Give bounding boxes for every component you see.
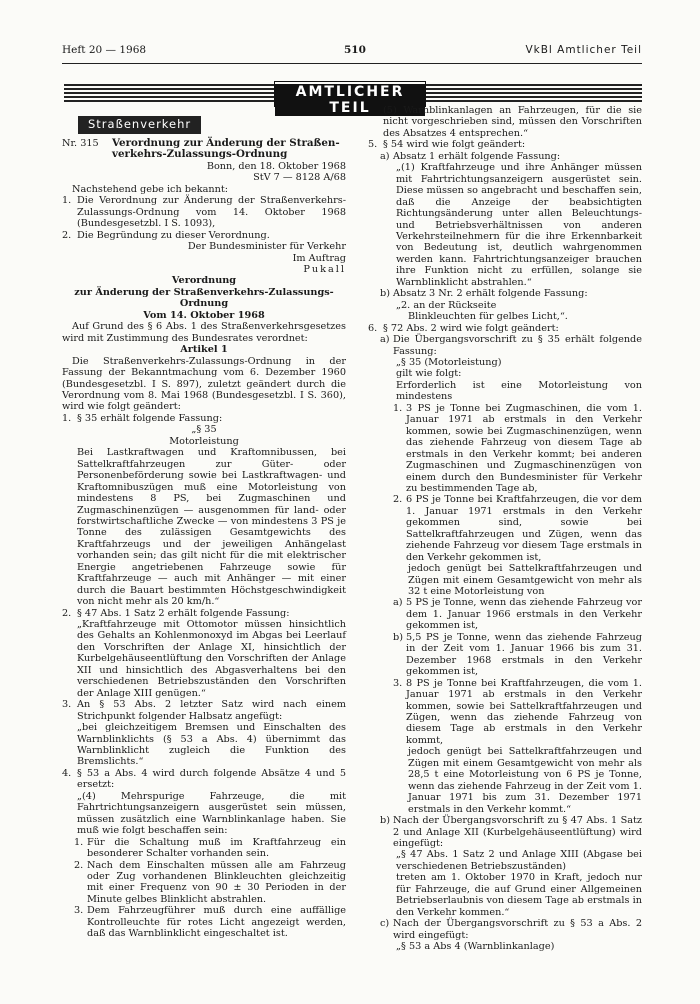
list-item-text: Nach dem Einschalten müssen alle am Fahrzeug oder Zug vorhandenen Blinkleuchten gleichzeitig mit einer Frequenz von 90 ± 30 Perioden in der Minute gelbes Blinklicht abstrahlen. <box>87 859 346 905</box>
list-item-text: Die Verordnung zur Änderung der Straßenverkehrs-Zulassungs-Ordnung vom 14. Oktober 1968 (Bundesgesetzbl. I S. 1093), <box>77 195 346 230</box>
decree-title: Verordnung zur Änderung der Straßen-verkehrs-Zulassungs-Ordnung <box>112 137 340 161</box>
paragraph: „§ 53 a Abs 4 (Warnblinkanlage) <box>396 941 555 953</box>
right-aligned-line: StV 7 — 8128 A/68 <box>253 172 346 184</box>
list-marker: 4. <box>62 767 72 779</box>
list-item <box>62 195 346 229</box>
right-aligned-line: Im Auftrag <box>292 252 346 264</box>
list-item-text: Dem Fahrzeugführer muß durch eine auffällige Kontrolleuchte für rotes Licht angezeigt werden, daß das Warnblinklicht eingeschaltet ist. <box>87 905 346 940</box>
running-header <box>62 44 642 60</box>
header-rule <box>62 63 642 64</box>
centered-heading: Motorleistung <box>169 435 239 447</box>
list-item <box>62 768 346 791</box>
paragraph: Blinkleuchten für gelbes Licht,“. <box>408 311 568 323</box>
centered-heading: Vom 14. Oktober 1968 <box>143 309 265 321</box>
paragraph: „§ 47 Abs. 1 Satz 2 und Anlage XIII (Abgase bei verschiedenen Betriebszuständen) <box>396 849 642 872</box>
list-item-text: An § 53 Abs. 2 letzter Satz wird nach einem Strichpunkt folgender Halbsatz angefügt: <box>77 699 346 722</box>
list-item <box>62 230 346 241</box>
paragraph: „Kraftfahrzeuge mit Ottomotor müssen hinsichtlich des Gehalts an Kohlenmonoxyd im Abgas bei Leerlauf den Vorschriften der Anlage XI, hinsichtlich der Kurbelgehäuseentlüftung den Vorschriften der Anlage XII und hinsichtlich des Abgasverhaltens bei den verschiedenen Betriebszuständen den Vorschriften der Anlage XIII genügen.“ <box>77 619 346 699</box>
list-item <box>368 323 642 334</box>
list-marker: 1. <box>62 195 72 207</box>
list-item-text: 3 PS je Tonne bei Zugmaschinen, die vom 1. Januar 1971 ab erstmals in den Verkehr kommen, sowie bei Zugmaschinenzügen, wenn das ziehende Fahrzeug von diesem Tage ab erstmals in den Verkehr kommt; bei anderen Zugmaschinen und Zugmaschinenzügen von einem durch den Bundesminister für Verkehr zu bestimmenden Tage ab, <box>406 402 642 494</box>
list-marker: a) <box>393 597 403 609</box>
right-aligned-line: Bonn, den 18. Oktober 1968 <box>206 160 346 172</box>
list-marker: a) <box>380 334 390 346</box>
list-marker: 6. <box>368 322 378 334</box>
list-item-text: Absatz 3 Nr. 2 erhält folgende Fassung: <box>393 288 588 300</box>
list-item <box>368 815 642 849</box>
right-aligned-line: Der Bundesminister für Verkehr <box>187 241 346 253</box>
list-item-text: § 47 Abs. 1 Satz 2 erhält folgende Fassung: <box>77 607 290 619</box>
list-item <box>368 151 642 162</box>
list-item <box>368 678 642 747</box>
list-item-text: § 72 Abs. 2 wird wie folgt geändert: <box>383 322 559 334</box>
list-marker: 1. <box>393 402 403 414</box>
list-item <box>368 139 642 150</box>
list-item <box>368 334 642 357</box>
list-marker: 3. <box>393 677 403 689</box>
paragraph: jedoch genügt bei Sattelkraftfahrzeugen und Zügen mit einem Gesamtgewicht von mehr als 28,5 t eine Motorleistung von 6 PS je Tonne, wenn das ziehende Fahrzeug in der Zeit vom 1. Januar 1971 bis zum 31. Dezember 1971 erstmals in den Verkehr kommt.“ <box>408 746 642 815</box>
list-marker: 3. <box>62 699 72 711</box>
paragraph: gilt wie folgt: <box>396 368 462 380</box>
list-item-text: 5 PS je Tonne, wenn das ziehende Fahrzeug vor dem 1. Januar 1966 erstmals in den Verkehr gekommen ist, <box>406 597 642 632</box>
list-marker: 2. <box>393 494 403 506</box>
list-marker: 2. <box>62 607 72 619</box>
list-marker: 1. <box>62 412 72 424</box>
list-item <box>62 837 346 860</box>
paragraph: Nachstehend gebe ich bekannt: <box>72 183 229 195</box>
paragraph: (5) Warnblinkanlagen an Fahrzeugen, für die sie nicht vorgeschrieben sind, müssen den Vorschriften des Absatzes 4 entsprechen.“ <box>383 105 642 139</box>
page-number: 510 <box>344 44 366 56</box>
list-marker: a) <box>380 150 390 162</box>
paragraph: Bei Lastkraftwagen und Kraftomnibussen, bei Sattelkraftfahrzeugen zur Güter- oder Personenbeförderung sowie bei Lastkraftwagen- und Kraftomnibuszügen muß eine Motorleistung von mindestens 8 PS, bei Zugmaschinen und Zugmaschinenzügen — ausgenommen für land- oder forstwirtschaftliche Zwecke — von mindestens 3 PS je Tonne des zulässigen Gesamtgewichts des Kraftfahrzeugs und der jeweiligen Anhängelast vorhanden sein; das gilt nicht für die mit elektrischer Energie angetriebenen Fahrzeuge sowie für Kraftfahrzeuge — auch mit Anhänger — mit einer durch die Bauart bestimmten Höchstgeschwindigkeit von nicht mehr als 20 km/h.“ <box>77 447 346 608</box>
list-item-text: Die Begründung zu dieser Verordnung. <box>77 229 270 241</box>
list-item <box>368 632 642 678</box>
list-item <box>368 494 642 563</box>
list-item <box>62 905 346 939</box>
list-item <box>62 860 346 906</box>
centered-heading: Artikel 1 <box>180 344 228 356</box>
list-item <box>368 597 642 631</box>
section-heading: Straßenverkehr <box>78 116 201 134</box>
paragraph: „2. an der Rückseite <box>396 299 497 311</box>
list-item <box>62 608 346 619</box>
list-item-text: 5,5 PS je Tonne, wenn das ziehende Fahrzeug in der Zeit vom 1. Januar 1966 bis zum 31. Dezember 1968 erstmals in den Verkehr gekommen ist, <box>406 631 642 678</box>
list-item <box>368 918 642 941</box>
list-item-text: Absatz 1 erhält folgende Fassung: <box>393 150 561 162</box>
section-banner <box>64 84 642 116</box>
list-marker: 5. <box>368 139 378 151</box>
list-marker: c) <box>380 918 390 930</box>
issue-label: Heft 20 — 1968 <box>62 44 147 56</box>
decree-heading <box>62 138 346 161</box>
centered-heading: Verordnung <box>171 275 237 287</box>
list-marker: b) <box>393 631 403 643</box>
right-aligned-line: Pukall <box>303 263 346 275</box>
list-marker: 2. <box>62 229 72 241</box>
list-item-text: § 35 erhält folgende Fassung: <box>77 412 223 424</box>
list-marker: 2. <box>74 859 84 871</box>
left-column <box>62 138 346 940</box>
paragraph: „(1) Kraftfahrzeuge und ihre Anhänger müssen mit Fahrtrichtungsanzeigern ausgerüstet sein. Diese müssen so angebracht und beschaffen sein, daß die Anzeige der beabsichtigten Richtungsänderung unter allen Beleuchtungs- und Betriebsverhältnissen von anderen Verkehrsteilnehmern für die ihre Erkennbarkeit von Bedeutung ist, deutlich wahrgenommen werden kann. Fahrtrichtungsanzeiger brauchen ihre Funktion nicht zu erfüllen, solange sie Warnblinklicht abstrahlen.“ <box>396 162 642 288</box>
paragraph: Die Straßenverkehrs-Zulassungs-Ordnung in der Fassung der Bekanntmachung vom 6. Dezember 1960 (Bundesgesetzbl. I S. 897), zuletzt geändert durch die Verordnung vom 8. Mai 1968 (Bundesgesetzbl. I S. 360), wird wie folgt geändert: <box>62 355 346 413</box>
list-item <box>62 699 346 722</box>
list-marker: 3. <box>74 905 84 917</box>
list-item-text: § 54 wird wie folgt geändert: <box>383 139 526 151</box>
list-marker: b) <box>380 815 390 827</box>
banner-stripes-left <box>64 84 274 102</box>
journal-title: VkBl Amtlicher Teil <box>525 44 642 56</box>
list-marker: 1. <box>74 836 84 848</box>
paragraph: Auf Grund des § 6 Abs. 1 des Straßenverkehrsgesetzes wird mit Zustimmung des Bundesrates verordnet: <box>62 321 346 344</box>
banner-label-box <box>274 81 426 116</box>
list-item-text: Für die Schaltung muß im Kraftfahrzeug ein besonderer Schalter vorhanden sein. <box>87 836 346 860</box>
list-item-text: Nach der Übergangsvorschrift zu § 47 Abs. 1 Satz 2 und Anlage XII (Kurbelgehäuseentlüftung) wird eingefügt: <box>393 815 642 849</box>
list-item-text: § 53 a Abs. 4 wird durch folgende Absätze 4 und 5 ersetzt: <box>77 767 346 791</box>
list-item <box>62 413 346 424</box>
list-item <box>368 403 642 495</box>
banner-title: AMTLICHER TEIL <box>275 84 425 116</box>
centered-heading: zur Änderung der Straßenverkehrs-Zulassungs-Ordnung <box>74 286 334 310</box>
banner-stripes-right <box>424 84 642 102</box>
list-item-text: Die Übergangsvorschrift zu § 35 erhält folgende Fassung: <box>393 334 642 357</box>
list-item-text: Nach der Übergangsvorschrift zu § 53 a Abs. 2 wird eingefügt: <box>393 918 642 941</box>
paragraph: jedoch genügt bei Sattelkraftfahrzeugen und Zügen mit einem Gesamtgewicht von mehr als 32 t eine Motorleistung von <box>408 563 642 598</box>
right-column <box>368 105 642 953</box>
paragraph: „(4) Mehrspurige Fahrzeuge, die mit Fahrtrichtungsanzeigern ausgerüstet sein müssen, müssen zusätzlich eine Warnblinkanlage haben. Sie muß wie folgt beschaffen sein: <box>77 790 346 837</box>
centered-heading: „§ 35 <box>191 424 217 436</box>
list-item-text: 8 PS je Tonne bei Kraftfahrzeugen, die vom 1. Januar 1971 ab erstmals in den Verkehr kommen, sowie bei Sattelkraftfahrzeugen und Zügen, wenn das ziehende Fahrzeug von diesem Tage ab erstmals in den Verkehr kommt, <box>406 677 642 746</box>
list-marker: b) <box>380 288 390 300</box>
paragraph: treten am 1. Oktober 1970 in Kraft, jedoch nur für Fahrzeuge, die auf Grund einer Allgemeinen Betriebserlaubnis von diesem Tage ab erstmals in den Verkehr kommen.“ <box>396 872 642 918</box>
paragraph: „bei gleichzeitigem Bremsen und Einschalten des Warnblinklichts (§ 53 a Abs. 4) übernimmt das Warnblinklicht zugleich die Funktion des Bremslichts.“ <box>77 722 346 768</box>
decree-number: Nr. 315 <box>62 138 99 149</box>
paragraph: Erforderlich ist eine Motorleistung von mindestens <box>396 379 642 403</box>
list-item <box>368 288 642 299</box>
paragraph: „§ 35 (Motorleistung) <box>396 356 502 368</box>
list-item-text: 6 PS je Tonne bei Kraftfahrzeugen, die vor dem 1. Januar 1971 erstmals in den Verkehr gekommen sind, sowie bei Sattelkraftfahrzeugen und Zügen, wenn das ziehende Fahrzeug vor diesem Tage erstmals in den Verkehr gekommen ist, <box>406 494 642 563</box>
